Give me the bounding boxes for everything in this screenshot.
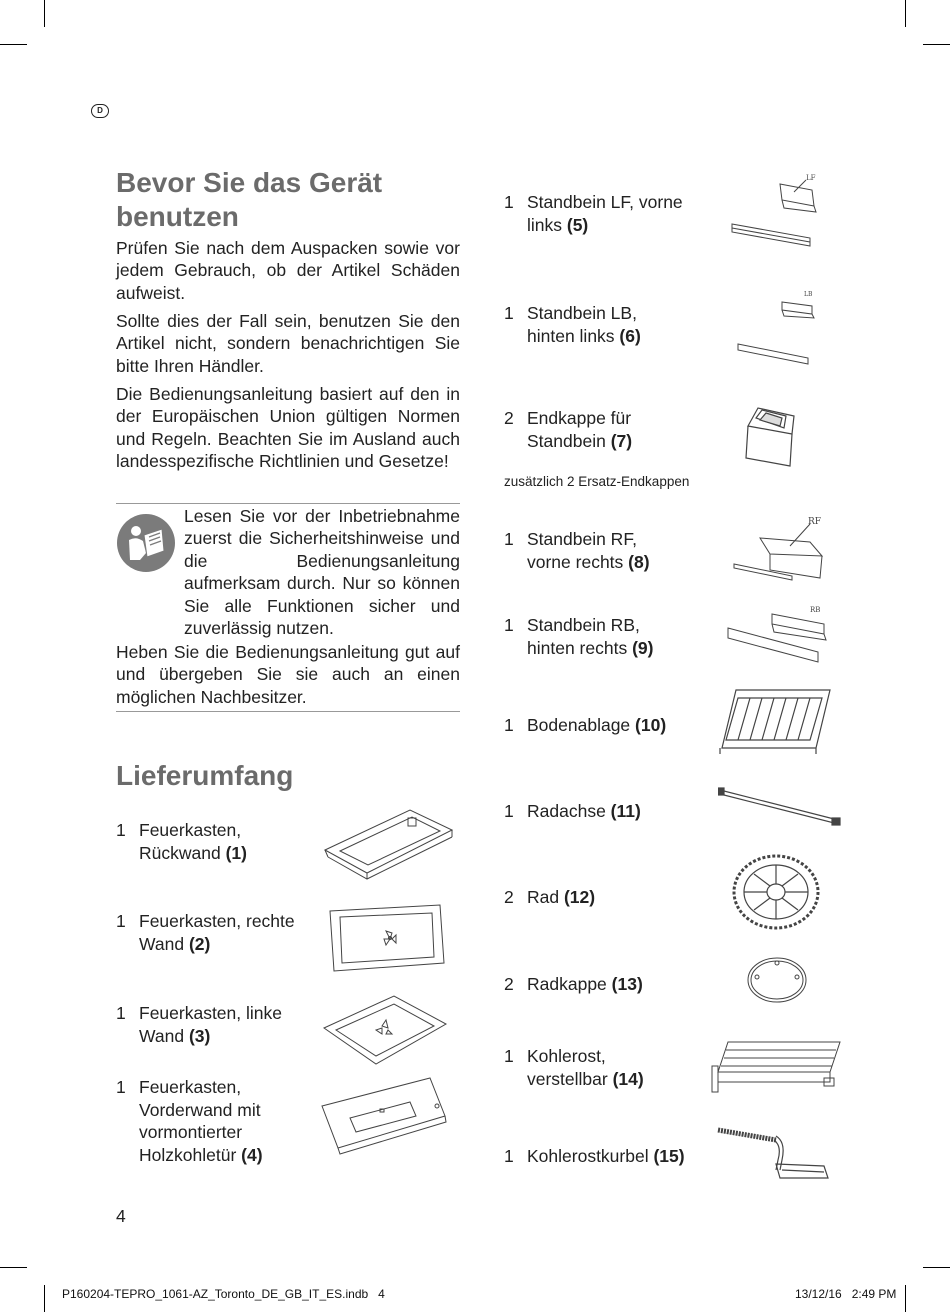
svg-text:LF: LF [806, 174, 816, 182]
paragraph-check: Prüfen Sie nach dem Auspacken sowie vor jedem Gebrauch, ob der Artikel Schäden aufweist. [116, 238, 460, 303]
hubcap-drawing [745, 955, 809, 1010]
paragraph-keep-manual: Heben Sie die Bedienungsanleitung gut auf und übergeben Sie sie auch an einen möglichen Nachbesitzer. [116, 642, 460, 707]
endcap-drawing [742, 404, 802, 474]
firebox-right-wall-drawing [328, 903, 448, 980]
section-title-scope: Lieferumfang [116, 760, 294, 791]
page-number: 4 [116, 1206, 126, 1226]
bottom-shelf-drawing [716, 686, 836, 761]
svg-text:LB: LB [804, 291, 813, 298]
leg-rb-drawing [724, 602, 834, 671]
leg-rf-drawing [730, 512, 830, 589]
divider [116, 503, 460, 504]
firebox-front-wall-drawing [320, 1076, 450, 1163]
footer-datetime: 13/12/16 2:49 PM [795, 1287, 897, 1301]
wheel-drawing [730, 852, 822, 937]
wheel-axle-drawing [718, 786, 844, 833]
firebox-left-wall-drawing [322, 990, 450, 1075]
paragraph-standards: Die Bedienungsanleitung basiert auf den in der Europäischen Union gültigen Normen und Regeln. Beachten Sie im Ausland auch landesspezifische Richtlinien und Gesetze! [116, 384, 460, 472]
svg-text:RB: RB [810, 606, 821, 614]
extra-endcaps-note: zusätzlich 2 Ersatz-Endkappen [504, 474, 690, 489]
paragraph-damage: Sollte dies der Fall sein, benutzen Sie den Artikel nicht, sondern benachrichtigen Sie bitte Ihren Händler. [116, 311, 460, 376]
footer-file: P160204-TEPRO_1061-AZ_Toronto_DE_GB_IT_ES.indb 4 [62, 1287, 385, 1301]
language-badge: D [91, 104, 109, 118]
svg-text:RF: RF [808, 517, 822, 527]
notice-text: Lesen Sie vor der Inbetriebnahme zuerst die Sicherheitshinweise und die Bedienungsanleitung aufmerksam durch. Nur so können Sie alle Funktionen sicher und zuverlässig nutzen. [184, 506, 460, 639]
read-manual-icon [116, 513, 176, 573]
leg-lf-drawing [728, 172, 828, 257]
divider [116, 711, 460, 712]
section-title-before-use: Bevor Sie das Gerät benutzen [116, 167, 383, 232]
charcoal-grate-drawing [708, 1036, 844, 1101]
firebox-back-wall-drawing [320, 805, 455, 885]
leg-lb-drawing [732, 288, 822, 373]
grate-crank-drawing [716, 1120, 836, 1189]
